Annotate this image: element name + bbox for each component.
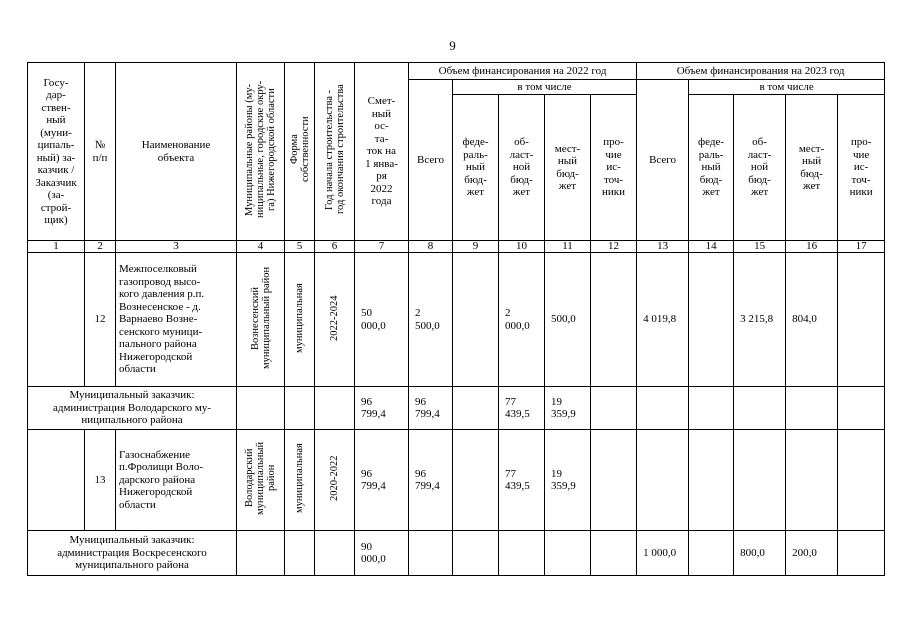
- column-number: 6: [315, 241, 355, 253]
- cell-years-text: 2020-2022: [329, 455, 340, 501]
- cell-federal-2023: [689, 531, 734, 576]
- cell-other-2022: [591, 430, 637, 531]
- cell-other-2023: [838, 531, 885, 576]
- cell-object-name: Газоснабжение п.Фролищи Воло- дарского района Нижегородской области: [116, 430, 237, 531]
- cell-ownership-text: муниципальная: [294, 443, 305, 514]
- header-regional-2023: об- ласт- ной бюд- жет: [734, 95, 786, 241]
- header-other-2022: про- чие ис- точ- ники: [591, 95, 637, 241]
- cell-total-2023: [637, 387, 689, 430]
- column-number: 12: [591, 241, 637, 253]
- cell-regional-2023: [734, 387, 786, 430]
- header-customer: Госу- дар- ствен- ный (муни- ципаль- ный) за- казчик / Заказчик (за- строй- щик): [28, 63, 85, 241]
- cell-regional-2022: 77 439,5: [499, 387, 545, 430]
- cell-ownership: [285, 430, 315, 531]
- cell-ownership: [285, 531, 315, 576]
- column-number: 10: [499, 241, 545, 253]
- column-number: 4: [237, 241, 285, 253]
- column-number: 17: [838, 241, 885, 253]
- header-district: [237, 63, 285, 241]
- cell-local-2023: [786, 430, 838, 531]
- header-total-2023: Всего: [637, 80, 689, 241]
- cell-other-2022: [591, 531, 637, 576]
- cell-years-text: 2022-2024: [329, 295, 340, 341]
- table-row-subtotal-voskresensky: [28, 531, 885, 576]
- cell-regional-2023: [734, 430, 786, 531]
- cell-years: [315, 387, 355, 430]
- column-number: 5: [285, 241, 315, 253]
- cell-regional-2023: 800,0: [734, 531, 786, 576]
- header-fin-2022: Объем финансирования на 2022 год: [409, 63, 637, 80]
- page-number: 9: [449, 38, 456, 53]
- cell-district: [237, 531, 285, 576]
- cell-district: [237, 430, 285, 531]
- header-ownership: [285, 63, 315, 241]
- header-federal-2022: феде- раль- ный бюд- жет: [453, 95, 499, 241]
- cell-federal-2022: [453, 387, 499, 430]
- cell-other-2022: [591, 253, 637, 387]
- column-number: 8: [409, 241, 453, 253]
- financing-table: [27, 62, 885, 576]
- header-regional-2022: об- ласт- ной бюд- жет: [499, 95, 545, 241]
- column-number: 7: [355, 241, 409, 253]
- column-number: 9: [453, 241, 499, 253]
- cell-district-text: Володарский муниципальный район: [244, 441, 277, 515]
- column-number: 11: [545, 241, 591, 253]
- cell-local-2023: [786, 387, 838, 430]
- column-number-row: [28, 241, 885, 253]
- cell-local-2022: 19 359,9: [545, 387, 591, 430]
- cell-object-name: Межпоселковый газопровод высо- кого давления р.п. Вознесенское - д. Варнаево Возне- сенского муници- пального района Нижегородской области: [116, 253, 237, 387]
- cell-federal-2022: [453, 253, 499, 387]
- cell-total-2023: 4 019,8: [637, 253, 689, 387]
- cell-estimate: 50 000,0: [355, 253, 409, 387]
- cell-number: 12: [85, 253, 116, 387]
- cell-federal-2023: [689, 387, 734, 430]
- cell-local-2022: 500,0: [545, 253, 591, 387]
- cell-total-2022: 96 799,4: [409, 430, 453, 531]
- column-number: 14: [689, 241, 734, 253]
- header-number: № п/п: [85, 63, 116, 241]
- cell-district-text: Вознесенский муниципальный район: [249, 266, 272, 369]
- header-federal-2023: феде- раль- ный бюд- жет: [689, 95, 734, 241]
- header-including-2022: в том числе: [453, 80, 637, 95]
- table-row-13: [28, 430, 885, 531]
- table-row-subtotal-volodarsky: [28, 387, 885, 430]
- header-estimate: Смет- ный ос- та- ток на 1 янва- ря 2022 года: [355, 63, 409, 241]
- cell-years: [315, 430, 355, 531]
- cell-local-2023: 804,0: [786, 253, 838, 387]
- cell-other-2022: [591, 387, 637, 430]
- cell-other-2023: [838, 387, 885, 430]
- column-number: 2: [85, 241, 116, 253]
- cell-regional-2022: 77 439,5: [499, 430, 545, 531]
- cell-estimate: 96 799,4: [355, 387, 409, 430]
- header-local-2023: мест- ный бюд- жет: [786, 95, 838, 241]
- cell-customer-label: Муниципальный заказчик: администрация Воскресенского муниципального района: [28, 531, 237, 576]
- cell-customer: [28, 253, 85, 387]
- header-row-1: [28, 63, 885, 80]
- table-row-12: [28, 253, 885, 387]
- cell-regional-2022: 2 000,0: [499, 253, 545, 387]
- cell-district: [237, 387, 285, 430]
- cell-other-2023: [838, 253, 885, 387]
- header-ownership-text: Форма собственности: [288, 116, 311, 183]
- header-local-2022: мест- ный бюд- жет: [545, 95, 591, 241]
- column-number: 15: [734, 241, 786, 253]
- header-fin-2023: Объем финансирования на 2023 год: [637, 63, 885, 80]
- cell-regional-2022: [499, 531, 545, 576]
- cell-customer: [28, 430, 85, 531]
- cell-customer-label: Муниципальный заказчик: администрация Володарского му- ниципального района: [28, 387, 237, 430]
- cell-estimate: 96 799,4: [355, 430, 409, 531]
- column-number: 13: [637, 241, 689, 253]
- cell-other-2023: [838, 430, 885, 531]
- cell-years: [315, 253, 355, 387]
- header-other-2023: про- чие ис- точ- ники: [838, 95, 885, 241]
- cell-ownership: [285, 387, 315, 430]
- cell-ownership-text: муниципальная: [294, 282, 305, 353]
- cell-federal-2023: [689, 430, 734, 531]
- column-number: 3: [116, 241, 237, 253]
- cell-regional-2023: 3 215,8: [734, 253, 786, 387]
- cell-local-2023: 200,0: [786, 531, 838, 576]
- header-years: [315, 63, 355, 241]
- cell-total-2022: 2 500,0: [409, 253, 453, 387]
- cell-federal-2022: [453, 430, 499, 531]
- cell-total-2023: 1 000,0: [637, 531, 689, 576]
- cell-ownership: [285, 253, 315, 387]
- cell-local-2022: [545, 531, 591, 576]
- header-object-name: Наименование объекта: [116, 63, 237, 241]
- cell-total-2022: 96 799,4: [409, 387, 453, 430]
- cell-total-2023: [637, 430, 689, 531]
- column-number: 1: [28, 241, 85, 253]
- header-years-text: Год начала строительства - год окончания строительства: [323, 84, 346, 215]
- cell-years: [315, 531, 355, 576]
- cell-estimate: 90 000,0: [355, 531, 409, 576]
- header-total-2022: Всего: [409, 80, 453, 241]
- cell-federal-2022: [453, 531, 499, 576]
- header-including-2023: в том числе: [689, 80, 885, 95]
- column-number: 16: [786, 241, 838, 253]
- cell-federal-2023: [689, 253, 734, 387]
- cell-local-2022: 19 359,9: [545, 430, 591, 531]
- cell-number: 13: [85, 430, 116, 531]
- header-district-text: Муниципальные районы (му- ниципальные, городские окру- га) Нижегородской области: [244, 81, 277, 219]
- cell-district: [237, 253, 285, 387]
- cell-total-2022: [409, 531, 453, 576]
